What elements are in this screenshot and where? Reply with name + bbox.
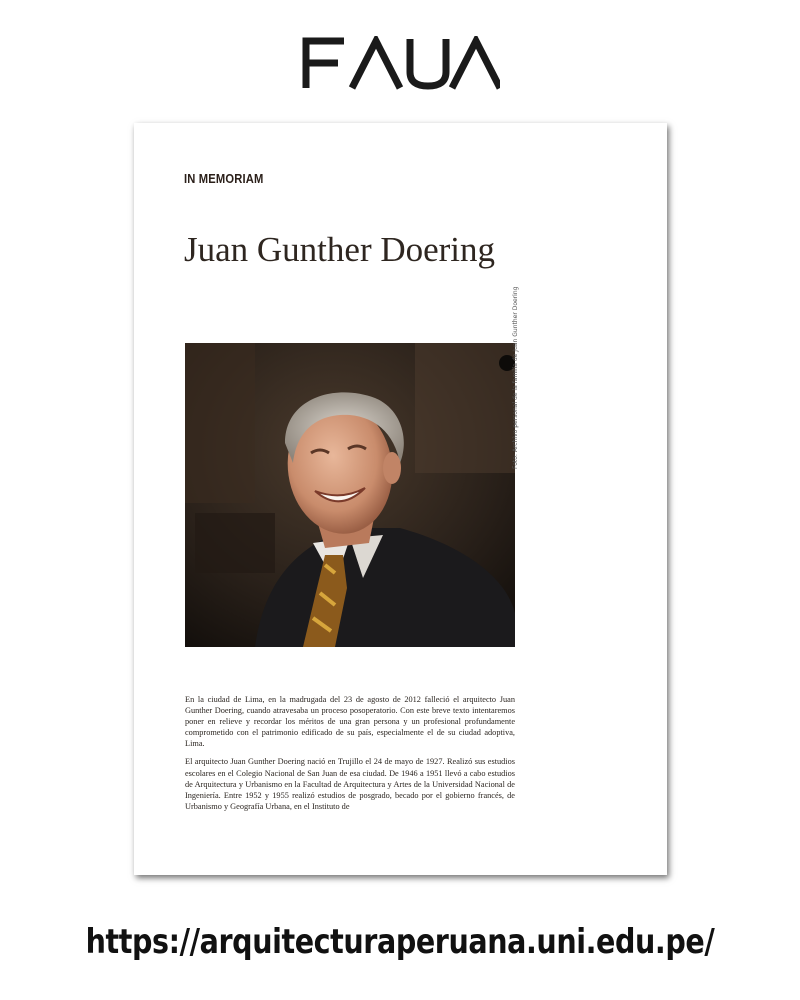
paragraph: El arquitecto Juan Gunther Doering nació en Trujillo el 24 de mayo de 1927. Realizó sus estudios escolares en el Colegio Nacional de San Juan de esa ciudad. De 1946 a 1951 llevó a cabo estudios de Arquitectura y Urbanismo en la Facultad de Arquitectura y Artes de la Universidad Nacional de Ingeniería. Entre 1952 y 1955 realizó estudios de posgrado, becado por el gobierno francés, de Urbanismo y Geografía Urbana, en el Instituto de bbox=[185, 757, 515, 811]
portrait-photo bbox=[185, 343, 515, 647]
website-url[interactable]: https://arquitecturaperuana.uni.edu.pe/ bbox=[85, 922, 715, 962]
photo-credit: Foto: Archivo personal de la familia de Juan Gunther Doering bbox=[512, 286, 519, 469]
paragraph: En la ciudad de Lima, en la madrugada del 23 de agosto de 2012 falleció el arquitecto Juan Gunther Doering, cuando atravesaba un proceso posoperatorio. Con este breve texto intentaremos poner en relieve y recordar los méritos de una gran persona y un profesional profundamente comprometido con el patrimonio edificado de su país, especialmente el de su ciudad adoptiva, Lima. bbox=[185, 695, 515, 749]
faua-logo bbox=[300, 36, 500, 90]
article-page bbox=[134, 123, 667, 875]
article-body bbox=[185, 694, 515, 819]
section-label: IN MEMORIAM bbox=[184, 171, 264, 186]
article-title: Juan Gunther Doering bbox=[184, 230, 496, 269]
